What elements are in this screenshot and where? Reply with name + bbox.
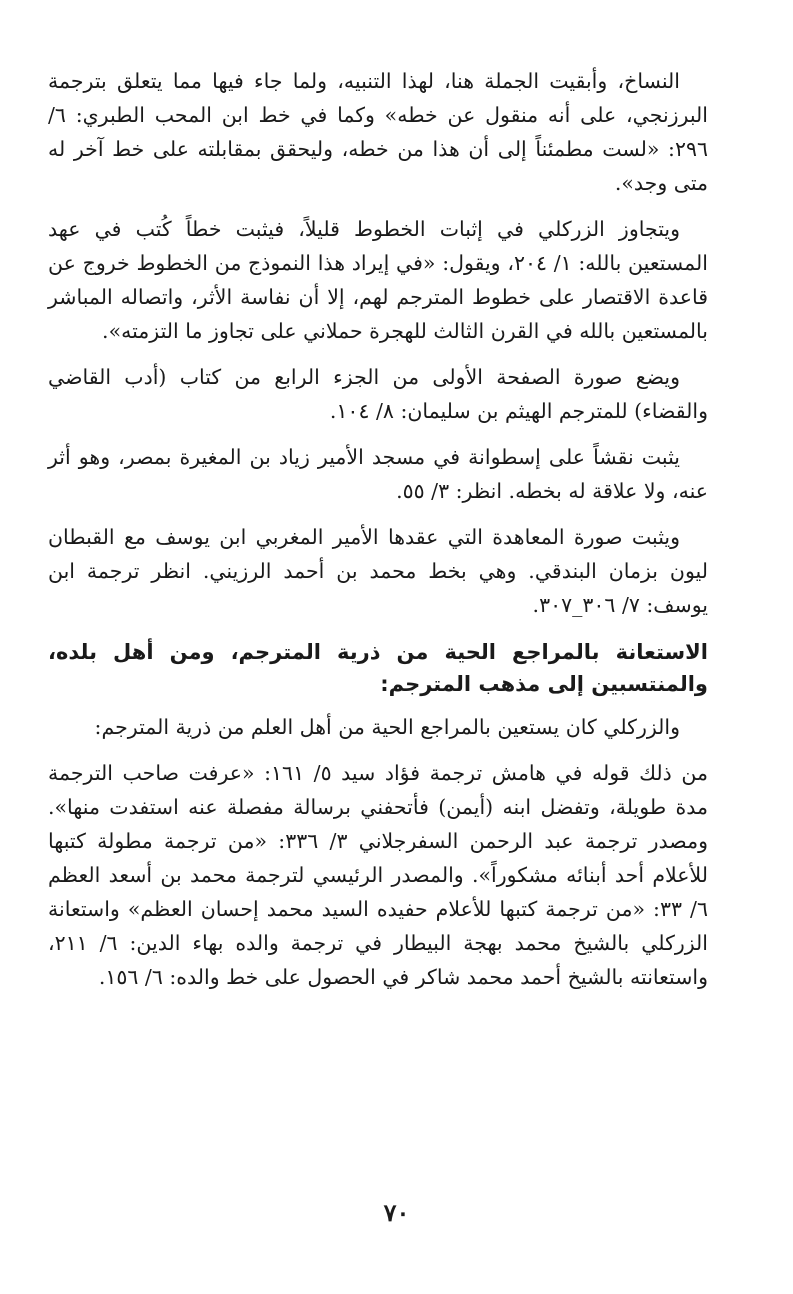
section-body: من ذلك قوله في هامش ترجمة فؤاد سيد ٥/ ١٦١: «عرفت صاحب الترجمة مدة طويلة، وتفضل ابنه (أيمن) فأتحفني برسالة مفصلة عنه استفدت منها». ومصدر ترجمة عبد الرحمن السفرجلاني ٣/ ٣٣٦: «من ترجمة مطولة كتبها للأعلام أحد أبنائه مشكوراً». والمصدر الرئيسي لترجمة محمد بن أسعد العظم ٦/ ٣٣: «من ترجمة كتبها للأعلام حفيده السيد محمد إحسان العظم» واستعانة الزركلي بالشيخ محمد بهجة البيطار في ترجمة والده بهاء الدين: ٦/ ٢١١، واستعانته بالشيخ أحمد محمد شاكر في الحصول على خط والده: ٦/ ١٥٦. (48, 761, 708, 989)
section-heading: الاستعانة بالمراجع الحية من ذرية المترجم، ومن أهل بلده، والمنتسبين إلى مذهب المترجم: (48, 640, 708, 696)
paragraph: النساخ، وأبقيت الجملة هنا، لهذا التنبيه، ولما جاء فيها مما يتعلق بترجمة البرزنجي، على أنه منقول عن خطه» وكما في خط ابن المحب الطبري: ٦/ ٢٩٦: «لست مطمئناً إلى أن هذا من خطه، وليحقق بمقابلته على خط آخر له متى وجد». (48, 69, 708, 195)
page-number: ٧٠ (383, 1198, 410, 1227)
paragraph: يثبت نقشاً على إسطوانة في مسجد الأمير زياد بن المغيرة بمصر، وهو أثر عنه، ولا علاقة له بخطه. انظر: ٣/ ٥٥. (48, 445, 708, 503)
paragraph: ويتجاوز الزركلي في إثبات الخطوط قليلاً، فيثبت خطاً كُتب في عهد المستعين بالله: ١/ ٢٠٤، ويقول: «في إيراد هذا النموذج من الخطوط خروج عن قاعدة الاقتصار على خطوط المترجم لهم، إلا أن نفاسة الأثر، واتصاله المباشر بالمستعين بالله في القرن الثالث للهجرة حملاني على تجاوز ما التزمته». (48, 217, 708, 343)
paragraph: ويضع صورة الصفحة الأولى من الجزء الرابع من كتاب (أدب القاضي والقضاء) للمترجم الهيثم بن سليمان: ٨/ ١٠٤. (48, 365, 708, 423)
section-intro: والزركلي كان يستعين بالمراجع الحية من أهل العلم من ذرية المترجم: (94, 715, 680, 739)
page-body (48, 64, 708, 1006)
paragraph: ويثبت صورة المعاهدة التي عقدها الأمير المغربي ابن يوسف مع القبطان ليون بزمان البندقي. وهي بخط محمد بن أحمد الرزيني. انظر ترجمة ابن يوسف: ٧/ ٣٠٦_٣٠٧. (48, 525, 708, 617)
